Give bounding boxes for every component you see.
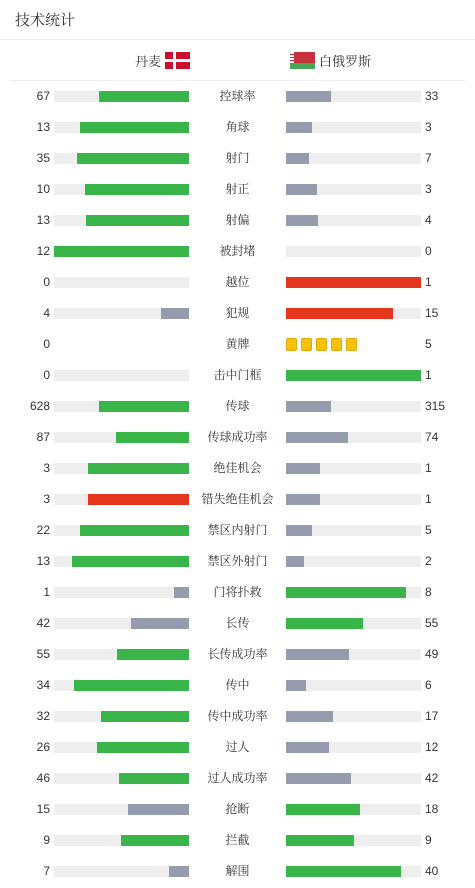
- away-value: 33: [425, 89, 439, 103]
- away-value: 3: [425, 120, 432, 134]
- home-value: 22: [36, 523, 50, 537]
- home-bar-track: [54, 370, 189, 381]
- stat-row: [0, 329, 475, 360]
- away-team: [290, 40, 371, 80]
- away-bar-fill: [286, 277, 421, 288]
- yellow-card-icon: [331, 338, 342, 351]
- home-bar-fill: [85, 184, 189, 195]
- home-bar-fill: [117, 649, 189, 660]
- home-bar-track: [54, 711, 189, 722]
- home-bar-fill: [169, 866, 189, 877]
- away-value: 6: [425, 678, 432, 692]
- home-bar-fill: [128, 804, 189, 815]
- home-bar-track: [54, 649, 189, 660]
- away-bar-track: [286, 649, 421, 660]
- home-bar-track: [54, 277, 189, 288]
- stat-label: 长传: [225, 616, 250, 630]
- home-value: 55: [36, 647, 50, 661]
- stat-label: 错失绝佳机会: [201, 492, 274, 506]
- away-bar-fill: [286, 742, 329, 753]
- away-value: 5: [425, 337, 432, 351]
- away-value: 3: [425, 182, 432, 196]
- away-bar-track: [286, 680, 421, 691]
- away-bar-track: [286, 215, 421, 226]
- stats-list: [0, 81, 475, 887]
- stat-label: 禁区内射门: [207, 523, 268, 537]
- away-team-name: 白俄罗斯: [319, 53, 372, 69]
- home-bar-fill: [97, 742, 189, 753]
- home-bar-track: [54, 308, 189, 319]
- stat-label: 角球: [225, 120, 250, 134]
- stat-row: [0, 546, 475, 577]
- away-value: 17: [425, 709, 439, 723]
- away-value: 0: [425, 244, 432, 258]
- stat-row: [0, 701, 475, 732]
- home-value: 1: [43, 585, 50, 599]
- home-value: 12: [36, 244, 50, 258]
- home-bar-fill: [131, 618, 189, 629]
- home-value: 13: [36, 213, 50, 227]
- away-bar-track: [286, 463, 421, 474]
- stat-row: [0, 453, 475, 484]
- stat-row: [0, 670, 475, 701]
- yellow-card-icon: [346, 338, 357, 351]
- stat-label: 被封堵: [219, 244, 256, 258]
- away-bar-track: [286, 370, 421, 381]
- stat-row: [0, 174, 475, 205]
- stat-row: [0, 298, 475, 329]
- home-value: 34: [36, 678, 50, 692]
- yellow-card-icon: [301, 338, 312, 351]
- away-bar-track: [286, 804, 421, 815]
- home-value: 13: [36, 554, 50, 568]
- stat-label: 射偏: [225, 213, 250, 227]
- stat-label: 长传成功率: [207, 647, 268, 661]
- away-bar-fill: [286, 835, 354, 846]
- away-bar-fill: [286, 215, 318, 226]
- away-bar-fill: [286, 680, 306, 691]
- away-value: 1: [425, 368, 432, 382]
- home-value: 7: [43, 864, 50, 878]
- home-bar-track: [54, 184, 189, 195]
- home-value: 32: [36, 709, 50, 723]
- away-bar-fill: [286, 494, 320, 505]
- home-bar-fill: [119, 773, 189, 784]
- home-value: 0: [43, 368, 50, 382]
- home-value: 0: [43, 337, 50, 351]
- away-bar-track: [286, 122, 421, 133]
- stat-row: [0, 639, 475, 670]
- home-value: 9: [43, 833, 50, 847]
- away-bar-track: [286, 556, 421, 567]
- stat-label: 禁区外射门: [207, 554, 268, 568]
- away-value: 315: [425, 399, 446, 413]
- stat-label: 过人成功率: [207, 771, 268, 785]
- away-value: 4: [425, 213, 432, 227]
- home-bar-track: [54, 401, 189, 412]
- home-value: 87: [36, 430, 50, 444]
- stat-row: [0, 422, 475, 453]
- home-bar-track: [54, 587, 189, 598]
- home-team: [135, 40, 190, 80]
- away-bar-fill: [286, 370, 421, 381]
- home-bar-fill: [72, 556, 189, 567]
- home-bar-track: [54, 91, 189, 102]
- away-value: 12: [425, 740, 439, 754]
- away-bar-fill: [286, 866, 401, 877]
- home-bar-track: [54, 835, 189, 846]
- home-bar-fill: [74, 680, 189, 691]
- away-value: 18: [425, 802, 439, 816]
- away-bar-fill: [286, 463, 320, 474]
- stat-row: [0, 484, 475, 515]
- away-bar-fill: [286, 308, 393, 319]
- stat-label: 射门: [225, 151, 250, 165]
- home-bar-track: [54, 773, 189, 784]
- away-bar-track: [286, 742, 421, 753]
- stat-label: 射正: [225, 182, 250, 196]
- stat-row: [0, 577, 475, 608]
- away-value: 55: [425, 616, 439, 630]
- away-value: 5: [425, 523, 432, 537]
- home-bar-fill: [99, 401, 189, 412]
- home-value: 4: [43, 306, 50, 320]
- home-bar-track: [54, 618, 189, 629]
- away-bar-track: [286, 618, 421, 629]
- home-bar-fill: [80, 525, 189, 536]
- away-bar-fill: [286, 525, 312, 536]
- section-title: 技术统计: [15, 12, 76, 29]
- home-value: 3: [43, 492, 50, 506]
- home-value: 0: [43, 275, 50, 289]
- stat-row: [0, 794, 475, 825]
- home-value: 628: [29, 399, 50, 413]
- away-bar-fill: [286, 432, 348, 443]
- away-bar-fill: [286, 649, 349, 660]
- home-bar-track: [54, 866, 189, 877]
- stat-row: [0, 391, 475, 422]
- stat-label: 抢断: [225, 802, 250, 816]
- home-value: 10: [36, 182, 50, 196]
- away-bar-track: [286, 494, 421, 505]
- away-value: 1: [425, 461, 432, 475]
- belarus-flag-icon: [290, 52, 315, 69]
- away-bar-track: [286, 277, 421, 288]
- home-bar-fill: [86, 215, 189, 226]
- away-bar-track: [286, 525, 421, 536]
- stat-row: [0, 205, 475, 236]
- stat-label: 解围: [225, 864, 250, 878]
- home-bar-track: [54, 494, 189, 505]
- away-bar-track: [286, 153, 421, 164]
- away-value: 1: [425, 275, 432, 289]
- home-bar-track: [54, 153, 189, 164]
- home-bar-fill: [54, 246, 189, 257]
- away-bar-fill: [286, 711, 333, 722]
- home-bar-fill: [116, 432, 189, 443]
- home-bar-track: [54, 246, 189, 257]
- home-value: 67: [36, 89, 50, 103]
- away-value: 15: [425, 306, 439, 320]
- away-bar-track: [286, 91, 421, 102]
- away-value: 2: [425, 554, 432, 568]
- teams-row: [10, 40, 465, 81]
- home-bar-track: [54, 215, 189, 226]
- away-bar-track: [286, 711, 421, 722]
- away-bar-fill: [286, 773, 351, 784]
- stat-label: 黄牌: [225, 337, 250, 351]
- home-bar-track: [54, 432, 189, 443]
- stat-label: 过人: [225, 740, 250, 754]
- home-value: 35: [36, 151, 50, 165]
- stat-row: [0, 267, 475, 298]
- stat-row: [0, 825, 475, 856]
- home-value: 3: [43, 461, 50, 475]
- away-bar-track: [286, 773, 421, 784]
- home-bar-fill: [88, 463, 189, 474]
- stat-row: [0, 143, 475, 174]
- away-bar-track: [286, 432, 421, 443]
- away-bar-track: [286, 835, 421, 846]
- away-bar-track: [286, 184, 421, 195]
- home-bar-track: [54, 742, 189, 753]
- away-bar-fill: [286, 122, 312, 133]
- away-value: 40: [425, 864, 439, 878]
- home-value: 46: [36, 771, 50, 785]
- away-value: 1: [425, 492, 432, 506]
- away-bar-fill: [286, 618, 363, 629]
- section-header: [0, 0, 475, 40]
- away-value: 9: [425, 833, 432, 847]
- away-bar-fill: [286, 91, 331, 102]
- home-bar-fill: [121, 835, 189, 846]
- home-bar-track: [54, 680, 189, 691]
- home-value: 26: [36, 740, 50, 754]
- stat-label: 传球: [225, 399, 250, 413]
- away-bar-fill: [286, 556, 304, 567]
- away-bar-fill: [286, 804, 360, 815]
- away-bar-track: [286, 587, 421, 598]
- home-value: 13: [36, 120, 50, 134]
- stat-label: 门将扑救: [213, 585, 262, 599]
- away-value: 49: [425, 647, 439, 661]
- yellow-card-icon: [286, 338, 297, 351]
- home-bar-track: [54, 463, 189, 474]
- stat-row: [0, 360, 475, 391]
- home-bar-track: [54, 525, 189, 536]
- away-value: 74: [425, 430, 439, 444]
- home-bar-fill: [101, 711, 189, 722]
- stat-row: [0, 763, 475, 794]
- stat-row: [0, 112, 475, 143]
- stat-label: 击中门框: [213, 368, 262, 382]
- home-bar-track: [54, 122, 189, 133]
- home-bar-fill: [80, 122, 189, 133]
- stat-label: 越位: [225, 275, 250, 289]
- away-yellow-cards: [286, 338, 361, 351]
- stat-label: 犯规: [225, 306, 250, 320]
- home-bar-track: [54, 556, 189, 567]
- yellow-card-icon: [316, 338, 327, 351]
- home-bar-fill: [88, 494, 189, 505]
- away-bar-fill: [286, 587, 406, 598]
- home-value: 42: [36, 616, 50, 630]
- away-bar-track: [286, 866, 421, 877]
- stat-label: 传中成功率: [207, 709, 268, 723]
- away-bar-fill: [286, 153, 309, 164]
- home-bar-fill: [77, 153, 189, 164]
- home-bar-track: [54, 804, 189, 815]
- home-bar-fill: [174, 587, 189, 598]
- stat-label: 传中: [225, 678, 250, 692]
- stat-row: [0, 81, 475, 112]
- stat-row: [0, 732, 475, 763]
- home-value: 15: [36, 802, 50, 816]
- away-bar-track: [286, 308, 421, 319]
- away-bar-fill: [286, 401, 331, 412]
- stat-row: [0, 515, 475, 546]
- stat-row: [0, 608, 475, 639]
- away-bar-track: [286, 401, 421, 412]
- stat-row: [0, 856, 475, 887]
- stat-row: [0, 236, 475, 267]
- home-bar-fill: [161, 308, 189, 319]
- stat-label: 传球成功率: [207, 430, 268, 444]
- away-value: 42: [425, 771, 439, 785]
- away-bar-track: [286, 246, 421, 257]
- home-bar-fill: [99, 91, 189, 102]
- stat-label: 绝佳机会: [213, 461, 262, 475]
- away-value: 7: [425, 151, 432, 165]
- stat-label: 拦截: [225, 833, 250, 847]
- away-bar-fill: [286, 184, 317, 195]
- denmark-flag-icon: [165, 52, 190, 69]
- home-team-name: 丹麦: [134, 53, 161, 69]
- away-value: 8: [425, 585, 432, 599]
- stat-label: 控球率: [219, 89, 256, 103]
